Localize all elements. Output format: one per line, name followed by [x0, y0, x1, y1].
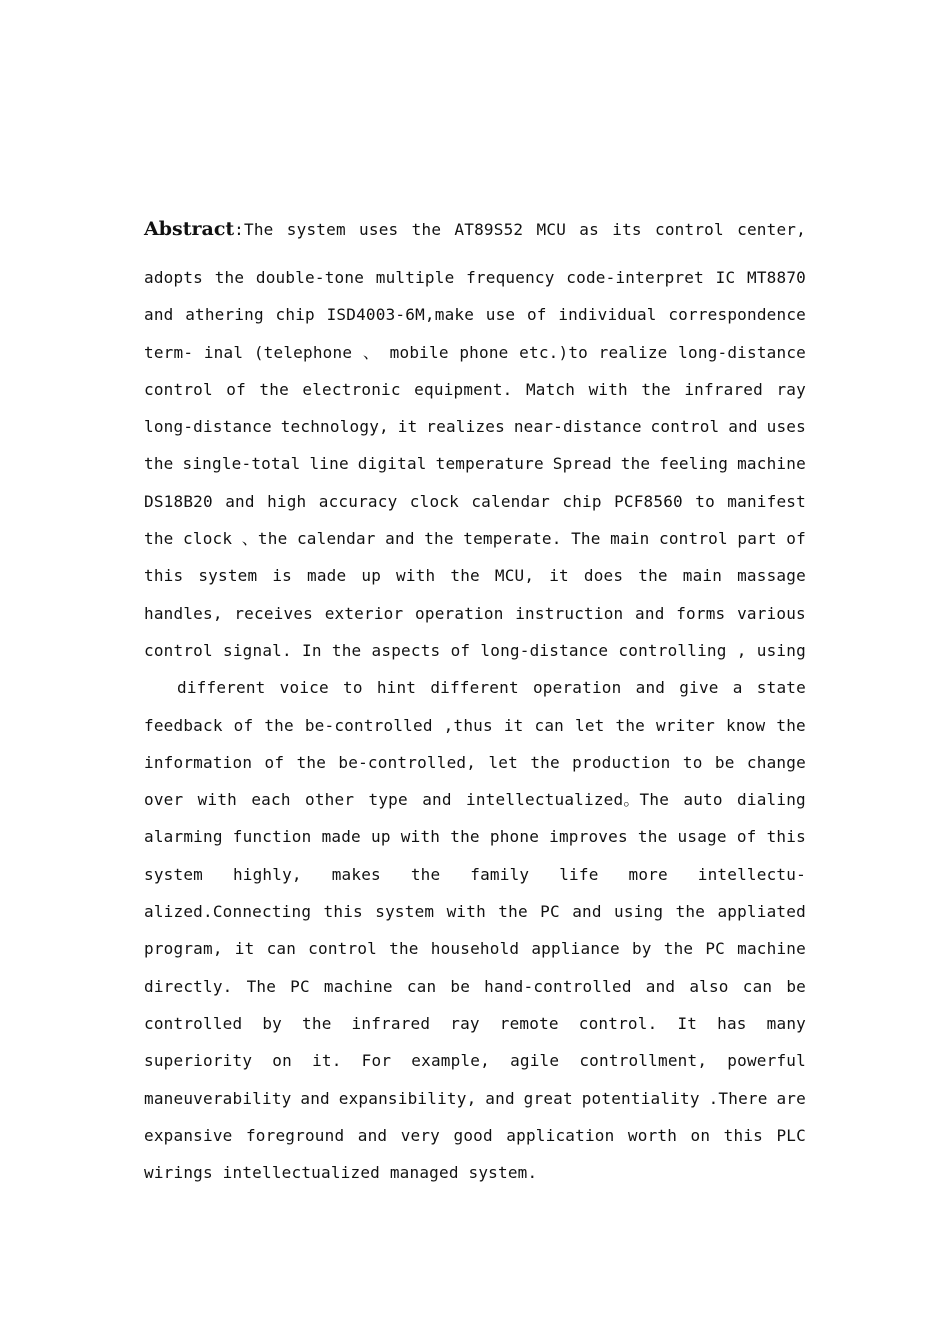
abstract-word: hand-controlled — [484, 976, 632, 996]
abstract-word: 、the — [241, 529, 288, 549]
abstract-word: the — [264, 715, 294, 735]
abstract-word: control — [308, 939, 378, 959]
abstract-word: alarming — [144, 827, 223, 847]
abstract-word: family — [470, 864, 530, 884]
abstract-word: the — [776, 715, 806, 735]
abstract-line — [144, 259, 806, 296]
abstract-line — [144, 1042, 806, 1079]
abstract-word: let — [488, 752, 518, 772]
abstract-word: PC — [540, 902, 560, 922]
abstract-word: manifest — [727, 491, 806, 511]
abstract-word: .There — [708, 1088, 768, 1108]
abstract-word: the — [620, 454, 651, 474]
abstract-word: center, — [737, 220, 806, 239]
abstract-word: and — [385, 529, 415, 549]
abstract-word: the — [302, 1013, 332, 1033]
abstract-word: each — [251, 790, 291, 810]
abstract-word: this — [144, 566, 184, 586]
abstract-word: controllment, — [579, 1051, 708, 1071]
abstract-word: can — [266, 939, 297, 959]
abstract-word: highly, — [232, 864, 302, 884]
abstract-word: be-controlled, — [338, 752, 477, 772]
abstract-word: part — [737, 529, 777, 549]
abstract-word: be — [714, 752, 735, 772]
abstract-word: and — [645, 976, 676, 996]
abstract-word: know — [726, 715, 766, 735]
abstract-word: made — [321, 827, 361, 847]
abstract-word: uses — [359, 220, 399, 239]
abstract-word: electronic — [302, 379, 401, 399]
abstract-word: other — [305, 790, 355, 810]
abstract-word: line — [309, 454, 349, 474]
abstract-word: control — [655, 220, 724, 239]
abstract-word: good — [453, 1125, 493, 1145]
abstract-word: the — [675, 902, 706, 922]
abstract-word: it. — [312, 1051, 342, 1071]
abstract-word: worth — [627, 1125, 678, 1145]
abstract-word: machine — [737, 939, 806, 959]
abstract-line — [144, 893, 806, 930]
abstract-word: by — [262, 1013, 283, 1033]
abstract-word: up — [361, 566, 382, 586]
abstract-word: function — [232, 827, 312, 847]
abstract-word: aspects — [371, 640, 441, 660]
abstract-word: with — [588, 379, 628, 399]
abstract-word: let — [575, 715, 605, 735]
abstract-section — [144, 210, 806, 1191]
abstract-word: be-controlled — [304, 715, 433, 735]
abstract-word: has — [717, 1013, 747, 1033]
abstract-word: high — [267, 491, 307, 511]
abstract-word: auto — [683, 790, 723, 810]
abstract-word: temperature — [435, 454, 544, 474]
abstract-word: information — [144, 752, 253, 772]
abstract-word: the — [389, 939, 419, 959]
abstract-word: can — [742, 976, 773, 996]
abstract-word: and — [635, 603, 665, 623]
abstract-word: more — [628, 864, 668, 884]
abstract-line — [144, 818, 806, 855]
abstract-word: PCF8560 — [614, 491, 683, 511]
abstract-word: For — [361, 1051, 392, 1071]
abstract-word: controlled — [144, 1013, 243, 1033]
abstract-word: intellectu- — [697, 864, 806, 884]
abstract-word: MCU — [536, 220, 567, 239]
abstract-word: intellectualized。The — [466, 790, 670, 810]
abstract-word: athering — [185, 305, 264, 325]
abstract-word: is — [272, 566, 293, 586]
abstract-word: the — [498, 902, 528, 922]
abstract-word: it — [234, 939, 255, 959]
abstract-word: ray — [450, 1013, 480, 1033]
abstract-line — [144, 632, 806, 669]
abstract-word: , — [736, 640, 747, 660]
abstract-line — [144, 1117, 806, 1154]
abstract-word: In — [302, 640, 322, 660]
abstract-word: infrared — [351, 1013, 431, 1033]
abstract-line — [144, 595, 806, 632]
abstract-word: system — [375, 902, 435, 922]
abstract-heading: Abstract — [144, 218, 235, 240]
abstract-word: directly. — [144, 976, 233, 996]
abstract-word: feedback — [144, 715, 223, 735]
abstract-word: this — [323, 902, 363, 922]
abstract-word: DS18B20 — [144, 491, 213, 511]
abstract-word: system — [198, 566, 258, 586]
abstract-word: term- — [144, 342, 194, 362]
abstract-word: it — [397, 417, 418, 437]
abstract-word: double-tone — [255, 268, 365, 287]
abstract-line — [144, 669, 806, 706]
abstract-word: production — [572, 752, 671, 772]
abstract-word: and — [728, 417, 758, 437]
abstract-word: and — [225, 491, 255, 511]
abstract-line — [144, 520, 806, 557]
abstract-word: appliance — [531, 939, 620, 959]
abstract-word: different — [177, 678, 266, 698]
abstract-word: state — [756, 678, 806, 698]
abstract-word: with — [400, 827, 441, 847]
abstract-word: PLC — [776, 1125, 806, 1145]
abstract-word: use — [485, 305, 516, 325]
abstract-word: the — [530, 752, 560, 772]
abstract-word: does — [583, 566, 624, 586]
abstract-word: and — [144, 305, 174, 325]
abstract-line — [144, 968, 806, 1005]
abstract-word: the — [144, 529, 174, 549]
abstract-word: equipment. — [414, 379, 513, 399]
abstract-word: give — [679, 678, 719, 698]
abstract-word: the — [638, 566, 668, 586]
abstract-word: and — [422, 790, 452, 810]
abstract-word: mobile — [389, 342, 449, 362]
abstract-word: AT89S52 — [454, 220, 524, 239]
abstract-word: ,thus — [443, 715, 493, 735]
abstract-word: to — [682, 752, 703, 772]
abstract-line — [144, 1005, 806, 1042]
abstract-word: machine — [323, 976, 393, 996]
abstract-word: realize — [598, 342, 668, 362]
abstract-word: calendar — [471, 491, 550, 511]
abstract-word: correspondence — [668, 305, 806, 325]
abstract-word: phone — [489, 827, 540, 847]
abstract-word: control. — [578, 1013, 658, 1033]
abstract-word: usage — [677, 827, 727, 847]
abstract-word: ISD4003-6M,make — [326, 305, 475, 325]
abstract-word: control — [659, 529, 728, 549]
abstract-line — [144, 744, 806, 781]
abstract-word: change — [746, 752, 806, 772]
abstract-word: the — [259, 379, 289, 399]
abstract-word: PC — [705, 939, 726, 959]
abstract-word: MCU, — [494, 566, 535, 586]
abstract-word: with — [197, 790, 238, 810]
abstract-word: single-total — [182, 454, 301, 474]
abstract-word: massage — [737, 566, 806, 586]
abstract-word: forms — [676, 603, 726, 623]
abstract-word: long-distance — [678, 342, 806, 362]
abstract-word: can — [406, 976, 437, 996]
abstract-word: be — [450, 976, 471, 996]
abstract-word: with — [396, 566, 436, 586]
abstract-line — [144, 371, 806, 408]
abstract-word: foreground — [245, 1125, 345, 1145]
abstract-word: to — [342, 678, 363, 698]
abstract-word: The — [571, 529, 601, 549]
abstract-word: Spread — [552, 454, 612, 474]
abstract-word: agile — [510, 1051, 560, 1071]
abstract-line — [144, 707, 806, 744]
abstract-word: Match — [525, 379, 576, 399]
abstract-word: it — [549, 566, 569, 586]
abstract-word: type — [368, 790, 408, 810]
abstract-word: of — [736, 827, 757, 847]
abstract-word: accuracy — [318, 491, 398, 511]
abstract-word: this — [766, 827, 806, 847]
abstract-line — [144, 408, 806, 445]
abstract-line — [144, 557, 806, 594]
abstract-word: using — [756, 640, 806, 660]
abstract-word: handles, — [144, 603, 223, 623]
abstract-word: the — [424, 529, 454, 549]
abstract-word: and — [635, 678, 666, 698]
abstract-word: voice — [279, 678, 329, 698]
abstract-word: writer — [656, 715, 716, 735]
abstract-word: controlling — [618, 640, 727, 660]
abstract-word: remote — [499, 1013, 559, 1033]
abstract-word: ray — [776, 379, 806, 399]
abstract-word: digital — [357, 454, 427, 474]
abstract-word: feeling — [659, 454, 729, 474]
abstract-word: improves — [549, 827, 628, 847]
abstract-word: also — [689, 976, 729, 996]
abstract-word: system — [144, 864, 203, 884]
abstract-word: with — [446, 902, 486, 922]
abstract-word: expansibility, — [338, 1088, 477, 1108]
abstract-word: to — [695, 491, 715, 511]
abstract-word: made — [307, 566, 347, 586]
abstract-word: of — [526, 305, 547, 325]
abstract-word: uses — [766, 417, 806, 437]
abstract-word: multiple — [375, 268, 455, 287]
abstract-line-text — [234, 211, 806, 249]
abstract-word: are — [776, 1088, 806, 1108]
abstract-word: various — [737, 603, 806, 623]
abstract-word: operation — [532, 678, 622, 698]
abstract-word: operation — [415, 603, 504, 623]
abstract-line — [144, 856, 806, 893]
abstract-word: potentiality — [581, 1088, 700, 1108]
abstract-word: example, — [411, 1051, 490, 1071]
abstract-line: wirings intellectualized managed system. — [144, 1163, 538, 1183]
abstract-line — [144, 483, 806, 520]
abstract-word: 、 — [362, 342, 380, 362]
abstract-word: PC — [290, 976, 310, 996]
abstract-word: of — [233, 715, 254, 735]
abstract-word: code-interpret — [566, 268, 704, 287]
abstract-word: this — [723, 1125, 763, 1145]
abstract-word: and — [572, 902, 602, 922]
abstract-word: it — [503, 715, 524, 735]
abstract-word: technology, — [280, 417, 389, 437]
abstract-word: the — [296, 752, 327, 772]
abstract-line — [144, 930, 806, 967]
abstract-line — [144, 210, 806, 248]
abstract-word: the — [331, 640, 362, 660]
abstract-word: etc.)to — [519, 342, 588, 362]
abstract-word: superiority — [144, 1051, 253, 1071]
abstract-word: household — [430, 939, 520, 959]
abstract-word: powerful — [727, 1051, 806, 1071]
abstract-word: be — [786, 976, 806, 996]
abstract-word: the — [450, 827, 480, 847]
abstract-word: adopts — [144, 268, 203, 287]
abstract-word: IC — [715, 268, 736, 287]
abstract-word: the — [641, 379, 671, 399]
abstract-word: expansive — [144, 1125, 233, 1145]
abstract-word: as — [579, 220, 599, 239]
abstract-word: infrared — [684, 379, 763, 399]
abstract-word: great — [523, 1088, 573, 1108]
abstract-word: of — [226, 379, 246, 399]
abstract-word: the — [615, 715, 646, 735]
abstract-word: up — [371, 827, 391, 847]
abstract-word: by — [631, 939, 652, 959]
abstract-word: and — [357, 1125, 388, 1145]
abstract-word: of — [264, 752, 285, 772]
abstract-word: individual — [558, 305, 657, 325]
abstract-word: :The — [234, 220, 274, 239]
abstract-line — [144, 1080, 806, 1117]
abstract-word: realizes — [426, 417, 505, 437]
abstract-word: near-distance — [513, 417, 642, 437]
abstract-word: the — [663, 939, 694, 959]
abstract-word: clock — [183, 529, 233, 549]
abstract-word: its — [612, 220, 642, 239]
abstract-word: temperate. — [463, 529, 562, 549]
abstract-word: using — [614, 902, 664, 922]
abstract-word: main — [610, 529, 650, 549]
abstract-word: inal — [203, 342, 244, 362]
abstract-word: dialing — [737, 790, 806, 810]
abstract-word: control — [144, 379, 213, 399]
abstract-word: very — [400, 1125, 441, 1145]
abstract-word: the — [637, 827, 668, 847]
abstract-word: the — [410, 864, 441, 884]
abstract-word: chip — [275, 305, 315, 325]
abstract-word: (telephone — [253, 342, 353, 362]
abstract-word: a — [732, 678, 743, 698]
abstract-word: and — [300, 1088, 330, 1108]
abstract-word: on — [690, 1125, 711, 1145]
abstract-line — [144, 781, 806, 818]
abstract-word: exterior — [324, 603, 404, 623]
abstract-word: maneuverability — [144, 1088, 292, 1108]
abstract-word: and — [485, 1088, 515, 1108]
abstract-word: alized.Connecting — [144, 902, 312, 922]
abstract-word: life — [559, 864, 599, 884]
abstract-word: can — [534, 715, 565, 735]
abstract-line — [144, 296, 806, 333]
abstract-word: long-distance — [144, 417, 272, 437]
abstract-word: It — [677, 1013, 698, 1033]
abstract-word: the — [214, 268, 245, 287]
abstract-word: long-distance — [480, 640, 609, 660]
abstract-word: instruction — [515, 603, 624, 623]
abstract-word: the — [411, 220, 442, 239]
abstract-word: machine — [737, 454, 806, 474]
abstract-word: receives — [234, 603, 314, 623]
abstract-word: chip — [562, 491, 602, 511]
abstract-word: signal. — [223, 640, 292, 660]
abstract-word: main — [682, 566, 723, 586]
abstract-word: the — [450, 566, 480, 586]
abstract-word: clock — [409, 491, 459, 511]
abstract-word: the — [144, 454, 174, 474]
abstract-word: appliated — [717, 902, 806, 922]
abstract-word: of — [786, 529, 806, 549]
abstract-word: The — [246, 976, 277, 996]
abstract-word: phone — [459, 342, 509, 362]
abstract-word: many — [766, 1013, 806, 1033]
abstract-word: frequency — [466, 268, 555, 287]
abstract-word: control — [650, 417, 720, 437]
abstract-word: of — [450, 640, 471, 660]
abstract-word: makes — [331, 864, 381, 884]
abstract-word: control — [144, 640, 213, 660]
abstract-line — [144, 445, 806, 482]
abstract-word: system — [286, 220, 346, 239]
abstract-word: hint — [376, 678, 417, 698]
abstract-line — [144, 334, 806, 371]
abstract-word: on — [272, 1051, 292, 1071]
abstract-word: over — [144, 790, 184, 810]
abstract-word: calendar — [296, 529, 376, 549]
abstract-word: program, — [144, 939, 223, 959]
abstract-word: MT8870 — [747, 268, 806, 287]
abstract-word: application — [506, 1125, 615, 1145]
abstract-word: different — [430, 678, 519, 698]
